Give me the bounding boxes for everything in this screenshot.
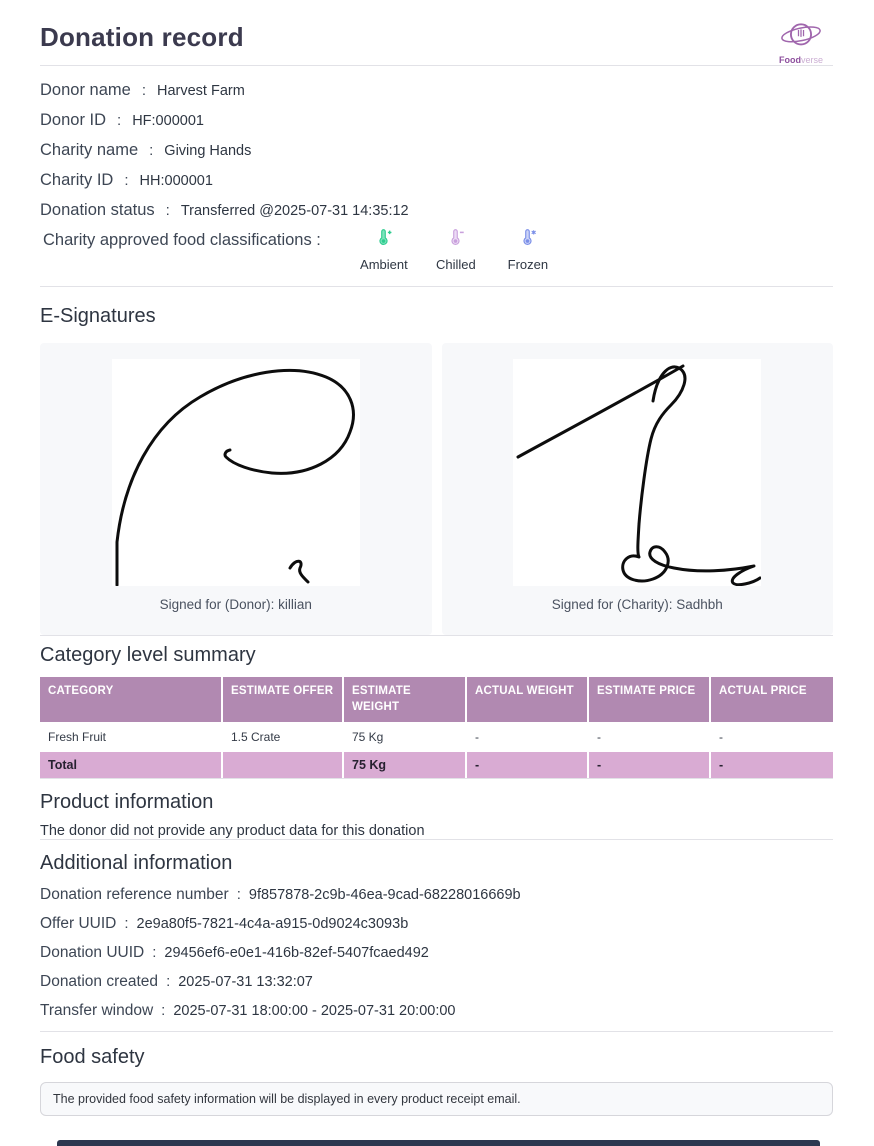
charity-signature-canvas [513,359,761,586]
donation-created-row: Donation created : 2025-07-31 13:32:07 [40,973,313,991]
footer-bar-partial [57,1140,820,1146]
table-total-row: Total 75 Kg - - - [40,751,833,778]
col-actual-weight: ACTUAL WEIGHT [466,677,588,723]
classifications-label: Charity approved food classifications : [43,231,321,249]
page-header [40,22,833,65]
donor-signature-canvas [112,359,360,586]
donor-id-row: Donor ID : HF:000001 [40,111,204,129]
col-estimate-price: ESTIMATE PRICE [588,677,710,723]
foodverse-logo [769,18,833,65]
classification-chilled: Chilled [425,229,487,272]
category-summary-heading: Category level summary [40,644,256,666]
category-summary-table [40,677,833,778]
donation-uuid-row: Donation UUID : 29456ef6-e0e1-416b-82ef-5407fcaed492 [40,944,429,962]
additional-info-heading: Additional information [40,852,233,875]
donor-signature-card [40,343,432,635]
charity-name-row: Charity name : Giving Hands [40,141,252,159]
product-info-heading: Product information [40,791,214,814]
offer-uuid-row: Offer UUID : 2e9a80f5-7821-4c4a-a915-0d9024c3093b [40,915,409,933]
divider [40,839,833,840]
charity-id-row: Charity ID : HH:000001 [40,171,213,189]
signature-cards [40,343,833,635]
food-safety-heading: Food safety [40,1046,145,1069]
product-info-message: The donor did not provide any product data for this donation [40,823,425,840]
col-actual-price: ACTUAL PRICE [710,677,833,723]
charity-signature-main [623,367,760,585]
thermometer-minus-icon [447,229,464,251]
classification-ambient: Ambient [353,229,415,272]
additional-info [40,886,833,1020]
donation-reference-row: Donation reference number : 9f857878-2c9b-46ea-9cad-68228016669b [40,886,521,904]
donor-signature-mark [290,561,308,582]
planet-icon [775,18,827,57]
donor-signature-caption: Signed for (Donor): killian [159,597,312,612]
donation-summary [40,66,833,272]
donation-status-row: Donation status : Transferred @2025-07-31 14:35:12 [40,201,409,219]
donor-name-row: Donor name : Harvest Farm [40,81,245,99]
brand-name: Foodverse [778,55,823,65]
col-category: CATEGORY [40,677,222,723]
col-estimate-offer: ESTIMATE OFFER [222,677,343,723]
table-header-row [40,677,833,723]
transfer-window-row: Transfer window : 2025-07-31 18:00:00 - 2025-07-31 20:00:00 [40,1002,456,1020]
classification-list [343,229,559,272]
divider [40,778,833,779]
col-estimate-weight: ESTIMATE WEIGHT [343,677,466,723]
food-safety-notice: The provided food safety information will be displayed in every product receipt email. [40,1082,833,1116]
charity-signature-caption: Signed for (Charity): Sadhbh [551,597,723,612]
charity-signature-card [442,343,834,635]
page-title: Donation record [40,22,244,52]
table-row: Fresh Fruit 1.5 Crate 75 Kg - - - [40,723,833,751]
divider [40,286,833,287]
signatures-heading: E-Signatures [40,305,156,327]
food-classifications-row [43,231,833,272]
divider [40,635,833,636]
thermometer-plus-icon [375,229,392,251]
divider [40,1031,833,1032]
classification-frozen: Frozen [497,229,559,272]
donor-signature [117,370,353,585]
thermometer-snowflake-icon [519,229,536,251]
